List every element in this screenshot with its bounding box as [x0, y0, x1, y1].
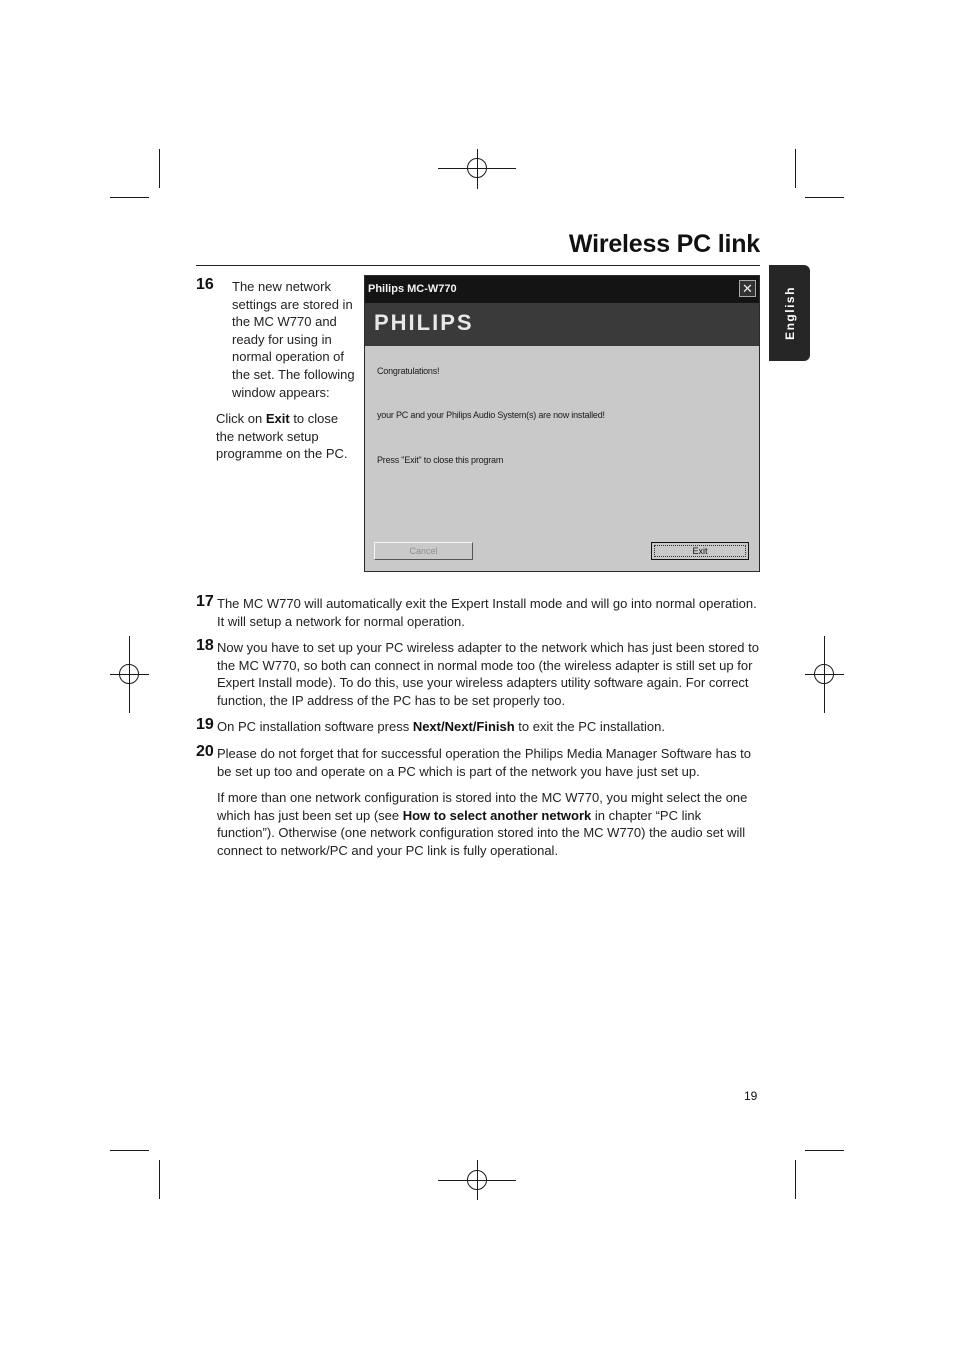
step-19-text: On PC installation software press Next/Next/Finish to exit the PC installation. [217, 719, 665, 734]
step-16-text: The new network settings are stored in the MC W770 and ready for using in normal operation of the set. The following window appears: [232, 279, 355, 400]
installer-dialog [364, 275, 760, 572]
dialog-title: Philips MC-W770 [368, 283, 457, 295]
dialog-banner [365, 303, 759, 346]
dialog-body [365, 346, 759, 571]
next-finish-reference: Next/Next/Finish [412, 719, 515, 734]
exit-button-label: Exit [654, 545, 746, 557]
step-16-number: 16 [196, 276, 214, 293]
exit-reference: Exit [265, 411, 290, 426]
step-19-number: 19 [196, 716, 214, 733]
dialog-message-installed: your PC and your Philips Audio System(s) are now installed! [377, 410, 605, 420]
exit-button[interactable] [651, 542, 749, 560]
cancel-button[interactable]: Cancel [374, 542, 473, 560]
step-20-note: If more than one network configuration is stored into the MC W770, you might select the one which has just been set up (see How to select another network in chapter “PC link function”). Otherwise (one network configuration stored into the MC W770) the audio set will connect to network/PC and your PC link is fully operational. [217, 790, 748, 858]
language-tab [769, 265, 810, 361]
step-20-text: Please do not forget that for successful operation the Philips Media Manager Software has to be set up too and operate on a PC which is part of the network you have just set up. [217, 746, 752, 779]
step-16-instruction: Click on Exit to close the network setup programme on the PC. [216, 411, 348, 462]
close-icon[interactable]: ✕ [739, 280, 756, 297]
select-network-reference: How to select another network [402, 807, 592, 823]
page-title: Wireless PC link [568, 230, 760, 258]
philips-logo: PHILIPS [374, 310, 474, 335]
step-18-number: 18 [196, 637, 214, 654]
page-number: 19 [744, 1089, 758, 1103]
language-tab-label: English [782, 286, 797, 340]
step-17-text: The MC W770 will automatically exit the Expert Install mode and will go into normal operation. It will setup a network for normal operation. [217, 596, 757, 629]
step-17-number: 17 [196, 593, 214, 610]
step-18-text: Now you have to set up your PC wireless adapter to the network which has just been stored to the MC W770, so both can connect in normal mode too (the wireless adapter is still set up for Expert Install mode). To do this, use your wireless adapters utility software again. For correct function, the IP address of the PC has to be set properly too. [217, 640, 759, 708]
dialog-message-congrats: Congratulations! [377, 366, 440, 376]
title-divider [196, 265, 760, 266]
dialog-message-exit: Press "Exit" to close this program [377, 455, 504, 465]
step-20-number: 20 [196, 743, 214, 760]
dialog-titlebar [365, 276, 759, 303]
